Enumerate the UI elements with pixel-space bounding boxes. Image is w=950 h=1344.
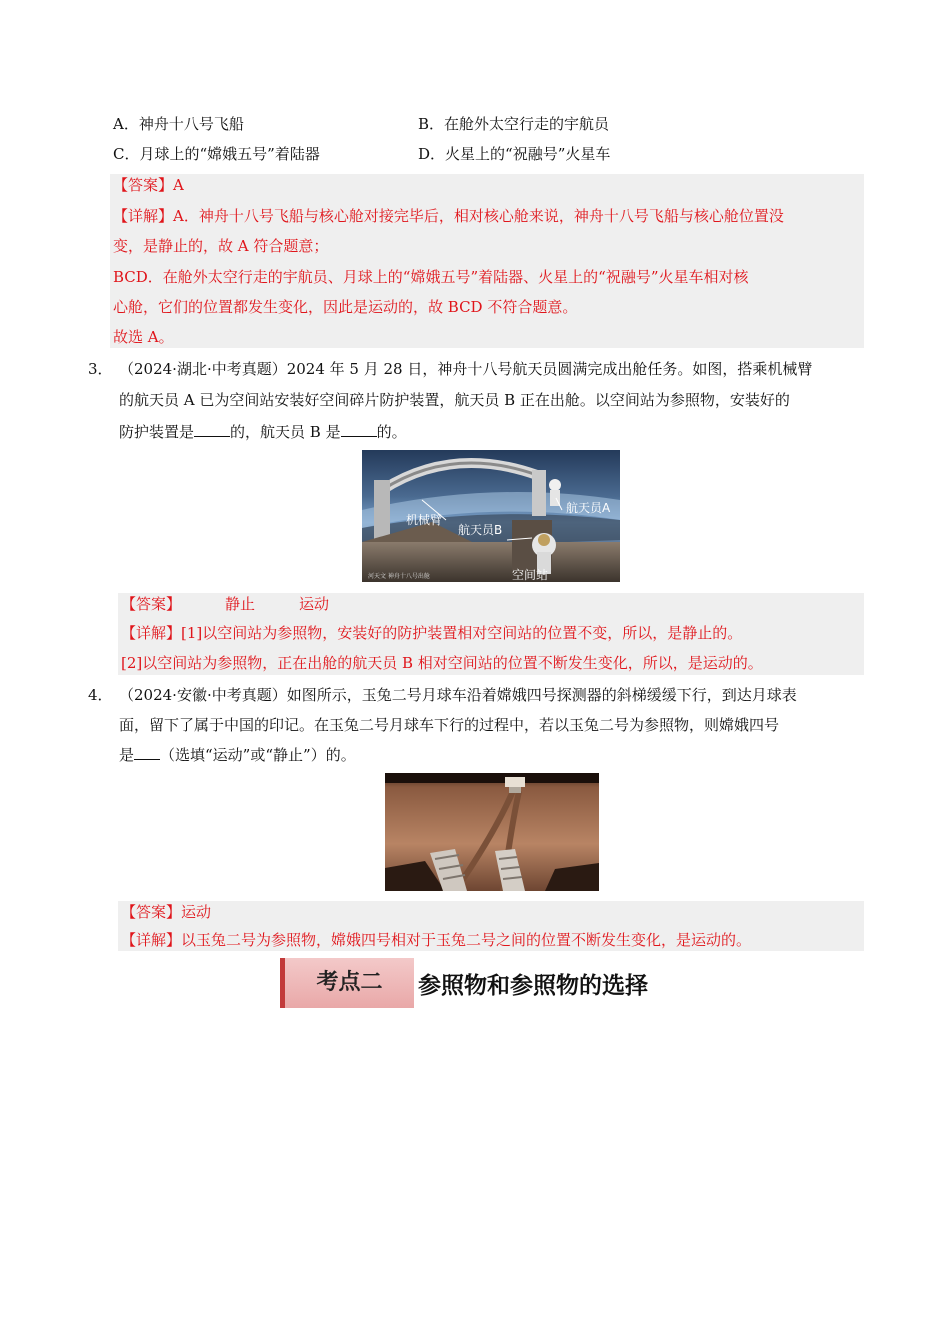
figure-label-astronaut-a: 航天员A	[566, 501, 611, 515]
detail-q2-line-5: 故选 A。	[113, 328, 174, 346]
option-d: D．火星上的“祝融号”火星车	[418, 145, 611, 163]
answer-blank	[341, 420, 377, 437]
answer-q2: 【答案】A	[113, 176, 184, 194]
question-3-line-2: 的航天员 A 已为空间站安装好空间碎片防护装置，航天员 B 正在出舱。以空间站为参照物，安装好的	[119, 391, 790, 409]
option-a: A．神舟十八号飞船	[113, 115, 244, 133]
figure-label-station: 空间站	[512, 568, 549, 582]
figure-label-arm: 机械臂	[406, 513, 443, 527]
detail-q4: 【详解】以玉兔二号为参照物，嫦娥四号相对于玉兔二号之间的位置不断发生变化，是运动的。	[121, 931, 752, 949]
answer-blank	[194, 420, 230, 437]
question-4-line-2: 面，留下了属于中国的印记。在玉兔二号月球车下行的过程中，若以玉兔二号为参照物，则嫦娥四号	[119, 716, 780, 734]
answer-blank	[134, 743, 160, 760]
detail-q3-line-1: 【详解】[1]以空间站为参照物，安装好的防护装置相对空间站的位置不变，所以，是静止的。	[121, 624, 743, 642]
question-4-line-1: （2024·安徽·中考真题）如图所示，玉兔二号月球车沿着嫦娥四号探测器的斜梯缓缓下行，到达月球表	[119, 686, 797, 704]
figure-label-astronaut-b: 航天员B	[458, 523, 503, 537]
question-4-line-3	[119, 743, 356, 766]
answer-value-2: 运动	[299, 595, 330, 613]
answer-q3	[121, 593, 329, 615]
answer-box-q2	[110, 174, 864, 348]
detail-q2-line-2: 变，是静止的，故 A 符合题意；	[113, 237, 329, 255]
question-4-line-3a: 是	[119, 746, 135, 764]
section-title: 参照物和参照物的选择	[418, 973, 648, 999]
question-3-line-1: （2024·湖北·中考真题）2024 年 5 月 28 日，神舟十八号航天员圆满完成出舱任务。如图，搭乘机械臂	[119, 360, 813, 378]
figure-caption: 河天文 神舟十八号出舱	[368, 573, 430, 580]
detail-q2-line-1: 【详解】A．神舟十八号飞船与核心舱对接完毕后，相对核心舱来说，神舟十八号飞船与核心舱位置没	[113, 207, 784, 225]
answer-label: 【答案】	[121, 595, 182, 613]
section-tag: 考点二	[280, 958, 414, 1008]
detail-q3-line-2: [2]以空间站为参照物，正在出舱的航天员 B 相对空间站的位置不断发生变化，所以，是运动的。	[121, 654, 763, 672]
answer-value-1: 静止	[225, 595, 256, 613]
detail-q2-line-3: BCD．在舱外太空行走的宇航员、月球上的“嫦娥五号”着陆器、火星上的“祝融号”火星车相对核	[113, 268, 749, 286]
option-c: C．月球上的“嫦娥五号”着陆器	[113, 145, 320, 163]
option-b: B．在舱外太空行走的宇航员	[418, 115, 610, 133]
detail-q2-line-4: 心舱，它们的位置都发生变化，因此是运动的，故 BCD 不符合题意。	[113, 298, 578, 316]
question-number-3: 3．	[88, 360, 113, 378]
question-4-line-3b: （选填“运动”或“静止”）的。	[160, 746, 356, 764]
question-3-line-3b: 的，航天员 B 是	[230, 423, 341, 441]
question-3-line-3c: 的。	[376, 423, 407, 441]
space-station-figure	[362, 450, 620, 582]
question-3-line-3	[119, 420, 407, 443]
question-number-4: 4．	[88, 686, 113, 704]
lunar-rover-figure	[385, 773, 599, 891]
answer-q4: 【答案】运动	[121, 903, 212, 921]
question-3-line-3a: 防护装置是	[119, 423, 195, 441]
